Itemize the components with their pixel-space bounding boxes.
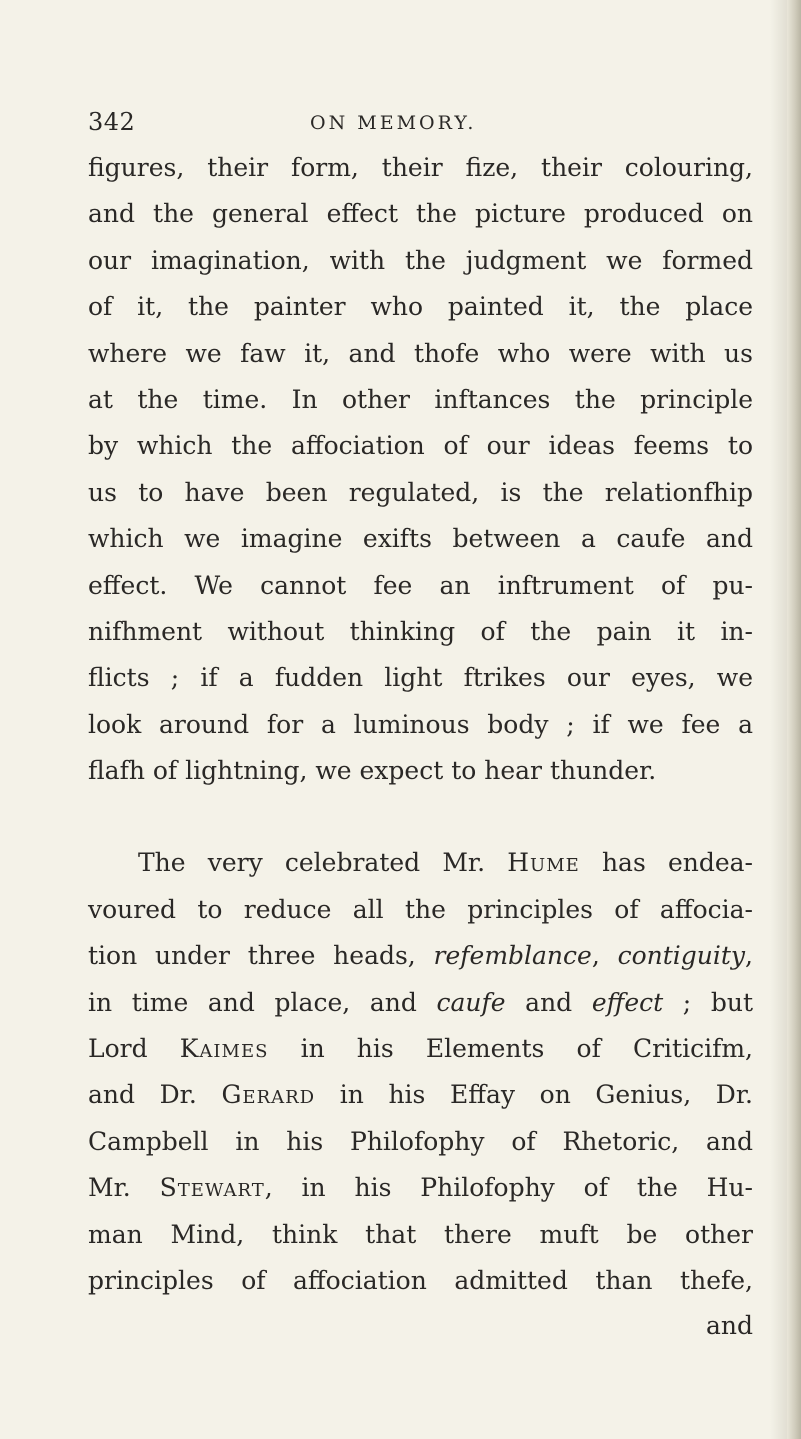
text-run: Mr. <box>88 1173 160 1203</box>
text-line <box>88 1165 753 1211</box>
text-line <box>88 1072 753 1118</box>
italic-term: caufe <box>436 987 506 1017</box>
running-head: ON MEMORY. <box>310 112 477 134</box>
text-run: in his Effay on Genius, Dr. <box>315 1080 753 1110</box>
text-line <box>88 1026 753 1072</box>
author-name-kaimes: Kaimes <box>179 1034 269 1064</box>
author-name-stewart: Stewart <box>159 1173 265 1203</box>
text-line: man Mind, think that there muft be other <box>88 1219 753 1249</box>
text-run: , <box>745 941 753 971</box>
text-line <box>88 980 753 1026</box>
body-text <box>88 145 753 1304</box>
text-line: at the time. In other inftances the principle <box>88 384 753 414</box>
text-line: by which the affociation of our ideas feems to <box>88 431 753 461</box>
catchword: and <box>705 1311 753 1340</box>
page-number: 342 <box>88 108 136 136</box>
text-run: tion under three heads, <box>88 941 434 971</box>
italic-term: effect <box>591 987 664 1017</box>
page-gutter-edge <box>787 0 801 1439</box>
text-run: , in his Philofophy of the Hu- <box>264 1173 753 1203</box>
text-line: us to have been regulated, is the relationfhip <box>88 477 753 507</box>
text-run: and <box>505 987 592 1017</box>
text-line: voured to reduce all the principles of affocia- <box>88 894 753 924</box>
page-header <box>0 108 801 144</box>
text-line: which we imagine exifts between a caufe and <box>88 524 753 554</box>
text-line <box>88 933 753 979</box>
author-name-gerard: Gerard <box>221 1080 316 1110</box>
paragraph-gap <box>88 794 753 840</box>
italic-term: refemblance <box>433 941 592 971</box>
text-run: The very celebrated Mr. <box>138 848 508 878</box>
text-line: of it, the painter who painted it, the place <box>88 292 753 322</box>
text-line: and the general effect the picture produced on <box>88 199 753 229</box>
text-run: and Dr. <box>88 1080 222 1110</box>
text-line: where we faw it, and thofe who were with us <box>88 338 753 368</box>
text-line: look around for a luminous body ; if we fee a <box>88 709 753 739</box>
italic-term: contiguity <box>617 941 746 971</box>
paragraph-2 <box>88 840 753 1304</box>
text-line: nifhment without thinking of the pain it in- <box>88 616 753 646</box>
text-run: ; but <box>663 987 754 1017</box>
text-run: has endea- <box>579 848 753 878</box>
text-line: figures, their form, their fize, their colouring, <box>88 153 753 182</box>
text-run: Lord <box>88 1034 180 1064</box>
author-name-hume: Hume <box>507 848 580 878</box>
text-run: , <box>591 941 618 971</box>
text-line: flicts ; if a fudden light ftrikes our eyes, we <box>88 663 753 693</box>
text-line <box>88 840 753 886</box>
text-run: in time and place, and <box>88 987 437 1017</box>
text-line: Campbell in his Philofophy of Rhetoric, and <box>88 1126 753 1156</box>
text-line: effect. We cannot fee an inftrument of pu- <box>88 570 753 600</box>
paragraph-1 <box>88 145 753 794</box>
text-run: in his Elements of Criticifm, <box>268 1034 753 1064</box>
text-line: principles of affociation admitted than thefe, <box>88 1265 753 1295</box>
text-line: our imagination, with the judgment we formed <box>88 245 753 275</box>
text-line: flafh of lightning, we expect to hear thunder. <box>88 756 657 786</box>
